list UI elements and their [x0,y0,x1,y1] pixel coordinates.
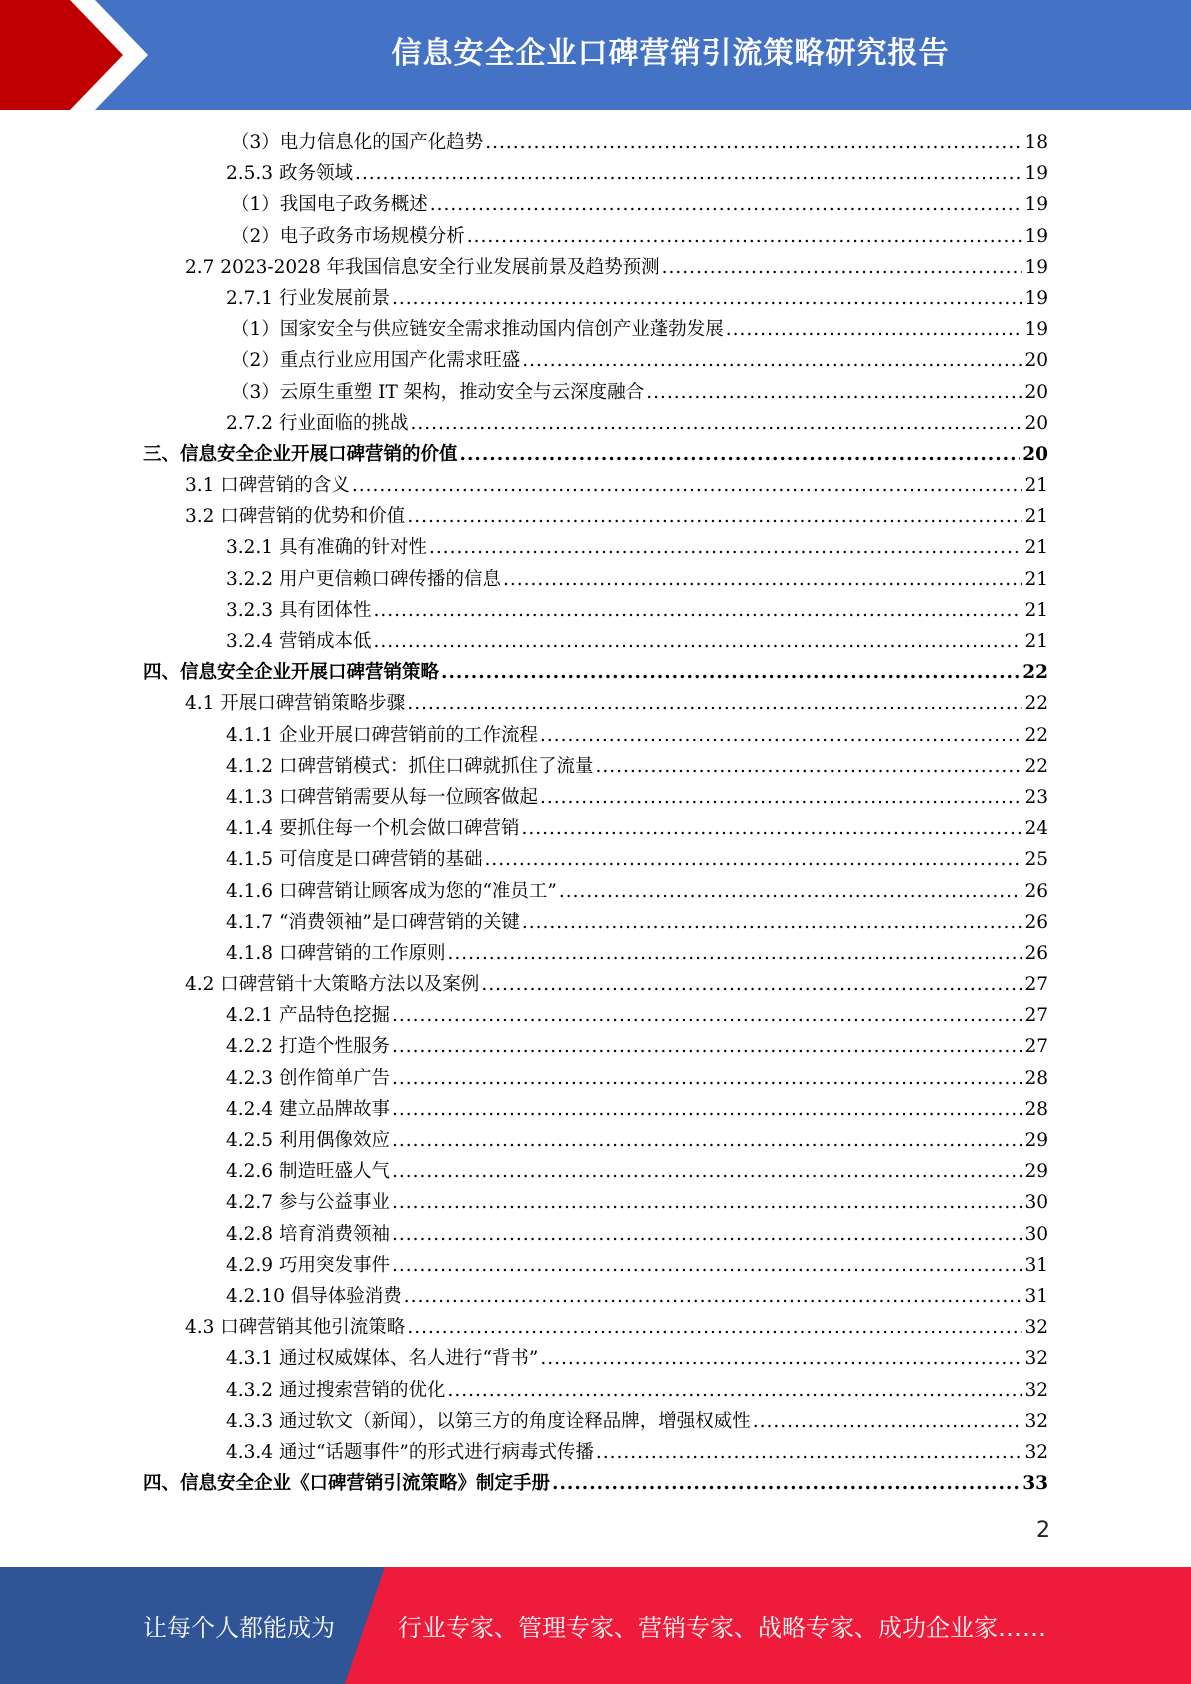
toc-leader-dots [646,377,1022,408]
toc-entry-page: 27 [1024,974,1048,996]
toc-leader-dots [540,1343,1022,1374]
toc-leader-dots [447,938,1022,969]
toc-leader-dots [373,595,1022,626]
toc-entry[interactable] [143,1219,1048,1250]
toc-entry-page: 21 [1024,631,1048,652]
toc-entry-page: 20 [1024,350,1048,372]
toc-entry-label: 4.1.6 口碑营销让顾客成为您的“准员工” [226,880,557,902]
page-header [0,0,1191,110]
toc-entry-page: 32 [1024,1317,1048,1339]
toc-leader-dots [392,1094,1022,1125]
toc-entry-label: 4.2.8 培育消费领袖 [226,1223,390,1245]
toc-entry[interactable] [143,127,1048,158]
toc-entry[interactable] [143,1156,1048,1187]
toc-leader-dots [559,876,1023,907]
toc-entry-label: 四、信息安全企业《口碑营销引流策略》制定手册 [143,1473,551,1495]
toc-entry-label: 4.2.6 制造旺盛人气 [226,1161,390,1183]
toc-leader-dots [407,1312,1022,1343]
toc-entry-label: 4.2.7 参与公益事业 [226,1192,390,1214]
toc-entry[interactable] [143,1281,1048,1312]
toc-entry-page: 22 [1024,724,1048,746]
toc-entry-label: 3.2.3 具有团体性 [226,599,372,621]
toc-entry-label: 4.3.4 通过“话题事件”的形式进行病毒式传播 [226,1441,594,1463]
toc-leader-dots [392,283,1022,314]
toc-entry-page: 21 [1024,568,1048,590]
toc-entry-label: 4.1.5 可信度是口碑营销的基础 [226,849,483,871]
toc-entry-label: 2.7 2023-2028 年我国信息安全行业发展前景及趋势预测 [185,256,660,278]
toc-entry-label: 3.2.2 用户更信赖口碑传播的信息 [226,568,501,590]
toc-entry-label: 3.2.4 营销成本低 [226,631,372,652]
toc-leader-dots [503,564,1022,595]
toc-entry-label: 4.2.4 建立品牌故事 [226,1098,390,1120]
toc-entry-page: 18 [1024,132,1048,153]
toc-entry-label: 4.1.8 口碑营销的工作原则 [226,942,446,964]
toc-entry[interactable] [143,1437,1048,1468]
toc-leader-dots [521,813,1022,844]
toc-entry-label: 4.3.2 通过搜索营销的优化 [226,1379,446,1401]
toc-entry[interactable] [143,595,1048,626]
toc-entry-page: 24 [1024,818,1048,840]
toc-entry-page: 20 [1022,443,1048,465]
document-title: 信息安全企业口碑营销引流策略研究报告 [391,36,950,71]
toc-entry[interactable] [143,1125,1048,1156]
toc-entry-label: 4.1 开展口碑营销策略步骤 [185,693,406,715]
toc-entry-page: 32 [1024,1348,1048,1370]
toc-entry-label: 4.1.3 口碑营销需要从每一位顾客做起 [226,786,538,808]
toc-leader-dots [429,532,1022,563]
toc-leader-dots [352,470,1023,501]
toc-entry-label: 4.2.2 打造个性服务 [226,1036,390,1058]
toc-entry-page: 22 [1022,662,1048,684]
toc-entry[interactable] [143,1312,1048,1343]
toc-entry-label: 4.2.3 创作简单广告 [226,1067,390,1089]
toc-entry-page: 33 [1022,1473,1048,1495]
toc-entry-page: 20 [1024,412,1048,434]
toc-entry-page: 21 [1024,537,1048,559]
toc-entry-page: 29 [1024,1130,1048,1151]
toc-leader-dots [392,1250,1022,1281]
toc-entry[interactable] [143,252,1048,283]
toc-entry-page: 31 [1024,1285,1048,1307]
toc-entry-label: （2）重点行业应用国产化需求旺盛 [231,350,521,372]
toc-entry-page: 30 [1024,1192,1048,1214]
toc-leader-dots [481,969,1022,1000]
toc-entry-label: 2.7.2 行业面临的挑战 [226,412,409,434]
toc-entry[interactable] [143,1063,1048,1094]
toc-entry-page: 32 [1024,1441,1048,1463]
toc-entry[interactable] [143,626,1048,657]
toc-leader-dots [485,127,1022,158]
toc-leader-dots [552,1468,1020,1499]
toc-entry[interactable] [143,720,1048,751]
footer-slogan-right: 行业专家、管理专家、营销专家、战略专家、成功企业家…… [398,1614,1046,1642]
toc-entry-page: 26 [1024,880,1048,902]
toc-entry-page: 32 [1024,1410,1048,1432]
toc-leader-dots [484,844,1022,875]
toc-leader-dots [373,626,1022,657]
toc-entry-label: 4.3 口碑营销其他引流策略 [185,1317,406,1339]
toc-entry-page: 27 [1024,1036,1048,1058]
toc-entry[interactable] [143,314,1048,345]
toc-entry-label: 3.1 口碑营销的含义 [185,475,350,497]
toc-leader-dots [662,252,1023,283]
toc-entry-label: 4.2.10 倡导体验消费 [226,1285,402,1307]
toc-entry-page: 19 [1024,163,1048,185]
toc-entry-page: 21 [1024,475,1048,497]
toc-entry-label: 4.3.3 通过软文（新闻），以第三方的角度诠释品牌，增强权威性 [226,1410,751,1432]
toc-entry[interactable] [143,907,1048,938]
toc-entry-label: 3.2 口碑营销的优势和价值 [185,506,406,528]
toc-entry[interactable] [143,283,1048,314]
toc-leader-dots [522,345,1022,376]
toc-leader-dots [404,1281,1023,1312]
toc-leader-dots [407,501,1022,532]
toc-entry[interactable] [143,813,1048,844]
toc-entry-page: 19 [1024,287,1048,309]
footer-slogan-left: 让每个人都能成为 [143,1614,335,1642]
toc-entry-label: （3）电力信息化的国产化趋势 [231,132,484,153]
toc-entry-page: 32 [1024,1379,1048,1401]
toc-entry-page: 28 [1024,1098,1048,1120]
toc-entry-page: 25 [1024,849,1048,871]
toc-entry-label: 4.1.4 要抓住每一个机会做口碑营销 [226,818,520,840]
toc-entry-label: 4.1.1 企业开展口碑营销前的工作流程 [226,724,538,746]
toc-entry[interactable] [143,938,1048,969]
toc-entry-label: 4.3.1 通过权威媒体、名人进行“背书” [226,1348,539,1370]
page-footer [0,1567,1191,1684]
toc-leader-dots [430,189,1023,220]
toc-entry-page: 31 [1024,1254,1048,1276]
toc-entry[interactable] [143,1000,1048,1031]
toc-leader-dots [753,1406,1023,1437]
toc-entry[interactable] [143,221,1048,252]
toc-entry[interactable] [143,377,1048,408]
toc-leader-dots [522,907,1023,938]
toc-leader-dots [596,1437,1023,1468]
toc-leader-dots [392,1031,1022,1062]
toc-entry[interactable] [143,158,1048,189]
toc-entry[interactable] [143,470,1048,501]
toc-entry[interactable] [143,1094,1048,1125]
toc-entry[interactable] [143,1375,1048,1406]
toc-entry-label: 4.1.7 “消费领袖”是口碑营销的关键 [226,911,520,933]
toc-entry[interactable] [143,1187,1048,1218]
toc-entry-label: 2.7.1 行业发展前景 [226,287,390,309]
toc-leader-dots [540,782,1022,813]
toc-entry-label: 三、信息安全企业开展口碑营销的价值 [143,443,458,465]
toc-entry-label: 4.2.1 产品特色挖掘 [226,1005,390,1027]
toc-entry-page: 19 [1024,225,1048,247]
toc-entry-page: 20 [1024,381,1048,403]
toc-entry[interactable] [143,439,1048,470]
toc-entry-page: 29 [1024,1161,1048,1183]
toc-entry-label: 四、信息安全企业开展口碑营销策略 [143,662,440,684]
toc-entry[interactable] [143,876,1048,907]
toc-entry[interactable] [143,1250,1048,1281]
toc-entry-page: 30 [1024,1223,1048,1245]
toc-entry-label: 3.2.1 具有准确的针对性 [226,537,427,559]
page-number: 2 [1036,1518,1050,1543]
toc-leader-dots [392,1156,1022,1187]
toc-leader-dots [595,751,1022,782]
toc-entry-label: 4.2.5 利用偶像效应 [226,1130,390,1151]
toc-entry-label: （1）国家安全与供应链安全需求推动国内信创产业蓬勃发展 [231,319,724,341]
toc-leader-dots [407,688,1022,719]
toc-entry[interactable] [143,501,1048,532]
toc-entry-page: 27 [1024,1005,1048,1027]
toc-leader-dots [460,439,1021,470]
toc-entry[interactable] [143,564,1048,595]
toc-entry-page: 26 [1024,911,1048,933]
table-of-contents [143,127,1048,1499]
toc-entry[interactable] [143,345,1048,376]
toc-leader-dots [355,158,1023,189]
toc-entry[interactable] [143,1343,1048,1374]
toc-entry[interactable] [143,844,1048,875]
toc-entry-label: 4.2 口碑营销十大策略方法以及案例 [185,974,480,996]
toc-entry-label: （1）我国电子政务概述 [231,194,428,216]
toc-entry[interactable] [143,782,1048,813]
toc-entry-page: 22 [1024,755,1048,777]
toc-entry-page: 19 [1024,194,1048,216]
toc-entry-label: 2.5.3 政务领域 [226,163,353,185]
toc-entry-page: 21 [1024,599,1048,621]
toc-entry-page: 23 [1024,786,1048,808]
toc-entry[interactable] [143,532,1048,563]
toc-entry-label: （3）云原生重塑 IT 架构，推动安全与云深度融合 [231,381,645,403]
toc-entry-label: 4.1.2 口碑营销模式：抓住口碑就抓住了流量 [226,755,594,777]
toc-entry-label: 4.2.9 巧用突发事件 [226,1254,390,1276]
toc-leader-dots [447,1375,1022,1406]
toc-entry[interactable] [143,969,1048,1000]
toc-entry-label: （2）电子政务市场规模分析 [231,225,465,247]
toc-entry[interactable] [143,1406,1048,1437]
toc-leader-dots [392,1187,1022,1218]
toc-entry-page: 28 [1024,1067,1048,1089]
toc-entry-page: 19 [1024,319,1048,341]
toc-leader-dots [726,314,1023,345]
toc-entry-page: 19 [1024,256,1048,278]
toc-entry-page: 21 [1024,506,1048,528]
toc-entry-page: 22 [1024,693,1048,715]
toc-entry[interactable] [143,751,1048,782]
toc-entry[interactable] [143,408,1048,439]
toc-leader-dots [392,1063,1022,1094]
toc-entry-page: 26 [1024,942,1048,964]
toc-entry[interactable] [143,189,1048,220]
toc-entry[interactable] [143,688,1048,719]
toc-leader-dots [392,1219,1022,1250]
toc-leader-dots [392,1000,1022,1031]
toc-leader-dots [392,1125,1022,1156]
toc-leader-dots [467,221,1023,252]
toc-leader-dots [441,657,1020,688]
toc-entry[interactable] [143,1031,1048,1062]
toc-leader-dots [540,720,1022,751]
toc-entry[interactable] [143,1468,1048,1499]
toc-entry[interactable] [143,657,1048,688]
toc-leader-dots [410,408,1022,439]
